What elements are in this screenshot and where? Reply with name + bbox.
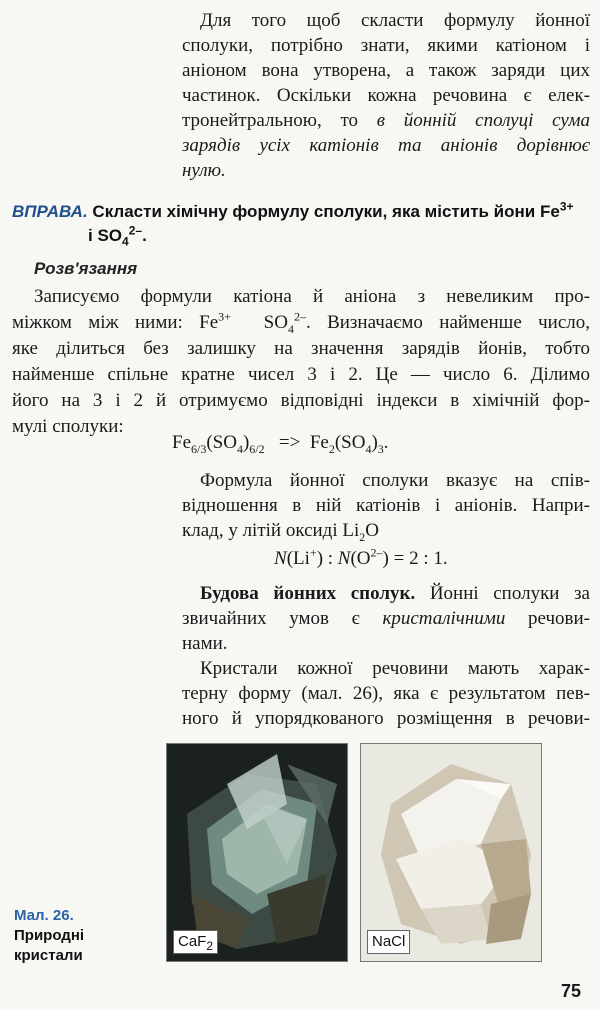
solution-line: його на 3 і 2 й отримуємо відповідні індекси в хімічній фор- <box>12 390 590 411</box>
exercise-text: і SO <box>88 226 123 245</box>
fluorite-photo <box>166 743 348 962</box>
ratio-part: N <box>274 548 287 569</box>
formula-part: (SO <box>206 432 237 453</box>
solution-line: Записуємо формули катіона й аніона з невеликим про- <box>34 286 590 307</box>
formula-part: . <box>383 432 389 453</box>
intro-rule-italic: в йонній сполуці сума <box>376 110 590 131</box>
fluorite-label-subscript: 2 <box>206 939 214 953</box>
fluorite-label-text: CaF <box>178 933 207 950</box>
structure-paragraph <box>182 581 590 656</box>
so4-subscript: 4 <box>287 321 294 336</box>
fluorite-label <box>173 930 218 954</box>
solution-line <box>12 310 590 336</box>
formula-part: ) <box>242 432 250 453</box>
halite-crystal-image <box>361 744 541 961</box>
solution-paragraph <box>12 284 590 440</box>
structure-heading: Будова йонних сполук. <box>200 583 416 604</box>
intro-line: аніоном вона утворена, а також заряди цих <box>182 60 590 81</box>
exercise-text: Скласти хімічну формулу сполуки, яка містить йони Fe <box>87 202 560 221</box>
exercise <box>12 200 592 248</box>
o-charge: 2– <box>370 545 383 560</box>
li-subscript: 2 <box>359 529 366 544</box>
intro-line <box>182 108 590 133</box>
page-number: 75 <box>561 981 582 1001</box>
intro-line: Для того щоб скласти формулу йонної <box>200 10 590 31</box>
formula-subscript: 4 <box>365 441 372 456</box>
intro-rule-italic: нулю. <box>182 160 226 181</box>
formula-subscript: 4 <box>236 441 243 456</box>
fe-charge: 3+ <box>218 309 231 324</box>
crystals-line: ного й упорядкованого розміщення в речови- <box>182 708 590 729</box>
structure-text: звичайних умов є <box>182 608 383 629</box>
structure-italic: кристалічними <box>382 608 506 629</box>
ratio-line <box>182 518 590 543</box>
formula-part: Fe <box>309 432 329 453</box>
ratio-line: Формула йонної сполуки вказує на спів- <box>200 470 590 491</box>
exercise-text-end: . <box>142 226 147 245</box>
ratio-part: (O <box>350 548 371 569</box>
structure-text: речови- <box>505 608 591 629</box>
intro-line: частинок. Оскільки кожна речовина є елек- <box>182 85 590 106</box>
structure-text: Йонні сполуки за <box>415 583 590 604</box>
structure-line <box>182 581 590 606</box>
intro-rule-italic: зарядів усіх катіонів та аніонів дорівнює <box>182 135 590 156</box>
solution-line: найменше спільне кратне чисел 3 і 2. Це — число 6. Ділимо <box>12 364 590 385</box>
intro-line: сполуки, потрібно знати, якими катіоном і <box>182 35 590 56</box>
ion-ratio-formula <box>274 545 448 570</box>
ratio-text: O <box>365 520 379 541</box>
intro-line-plain: тронейтральною, то <box>182 110 377 131</box>
halite-photo <box>360 743 542 962</box>
formula-subscript: 6/2 <box>249 441 265 456</box>
ratio-part: ) : <box>316 548 338 569</box>
solution-title: Розв'язання <box>34 259 138 278</box>
crystals-paragraph <box>182 656 590 731</box>
crystals-line: Кристали кожної речовини мають харак- <box>200 658 590 679</box>
ratio-line: відношення в ній катіонів і аніонів. Напри- <box>182 495 590 516</box>
fe-charge: 3+ <box>559 199 574 214</box>
formula-subscript: 2 <box>328 441 335 456</box>
solution-text: SO <box>263 312 288 333</box>
formula-part: (SO <box>334 432 366 453</box>
compound-formula <box>172 432 389 454</box>
solution-text: . Визначаємо найменше число, <box>305 312 590 333</box>
formula-subscript: 6/3 <box>191 441 207 456</box>
so4-subscript: 4 <box>122 234 129 249</box>
intro-paragraph <box>182 8 590 183</box>
ratio-paragraph <box>182 468 590 543</box>
fluorite-crystal-image <box>167 744 347 961</box>
formula-part: Fe <box>172 432 191 453</box>
ratio-part: N <box>337 548 351 569</box>
halite-label: NaCl <box>367 930 410 954</box>
ratio-text: клад, у літій оксиді Li <box>182 520 360 541</box>
solution-line: яке ділиться без залишку на значення зарядів йонів, тобто <box>12 338 590 359</box>
figure-caption <box>14 906 84 966</box>
solution-line: мулі сполуки: <box>12 416 124 437</box>
ratio-part: (Li <box>286 548 310 569</box>
figure-number: Мал. 26. <box>14 907 74 924</box>
li-charge: + <box>309 545 317 560</box>
figure-caption-text: кристали <box>14 947 83 964</box>
so4-charge: 2– <box>128 223 143 238</box>
ratio-part: ) = 2 : 1. <box>382 548 448 569</box>
exercise-label: ВПРАВА. <box>12 202 88 221</box>
formula-part: ) <box>371 432 378 453</box>
structure-line: нами. <box>182 633 228 654</box>
figure-caption-text: Природні <box>14 927 85 944</box>
formula-arrow: => <box>278 432 301 453</box>
structure-line <box>182 606 590 631</box>
solution-text: міжком між ними: Fe <box>12 312 219 333</box>
crystals-line: терну форму (мал. 26), яка є результатом пев- <box>182 683 590 704</box>
formula-subscript: 3 <box>377 441 384 456</box>
so4-charge: 2– <box>293 309 306 324</box>
